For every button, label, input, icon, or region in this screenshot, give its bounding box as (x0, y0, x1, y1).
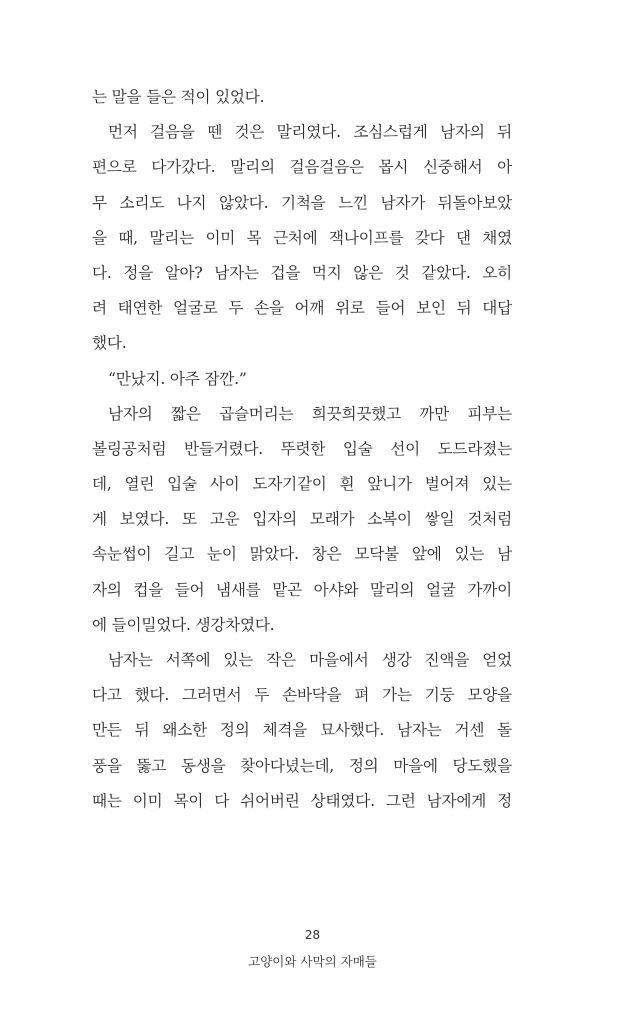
text-line: 다. 정을 알아? 남자는 겁을 먹지 않은 것 같았다. 오히 (92, 263, 512, 282)
text-line: 려 태연한 얼굴로 두 손을 어깨 위로 들어 보인 뒤 대답 (92, 299, 512, 318)
text-line: 는 말을 들은 적이 있었다. (92, 88, 265, 106)
dialogue-line: “만났지. 아주 잠깐.” (108, 369, 247, 388)
body-text (92, 80, 512, 819)
text-line: 풍을 뚫고 동생을 찾아다녔는데, 정의 마을에 당도했을 (92, 756, 512, 775)
text-line: 에 들이밀었다. 생강차였다. (92, 615, 275, 634)
text-line: 게 보였다. 또 고운 입자의 모래가 소복이 쌓일 것처럼 (92, 510, 512, 529)
text-line: 을 때, 말리는 이미 목 근처에 잭나이프를 갖다 댄 채였 (92, 228, 512, 247)
text-line: 데, 열린 입술 사이 도자기같이 흰 앞니가 벌어져 있는 (92, 475, 512, 494)
text-line: 자의 컵을 들어 냄새를 맡곤 아샤와 말리의 얼굴 가까이 (92, 580, 512, 599)
book-title-footer: 고양이와 사막의 자매들 (248, 954, 377, 969)
text-line: 했다. (92, 334, 127, 353)
text-line: 때는 이미 목이 다 쉬어버린 상태였다. 그런 남자에게 정 (92, 791, 512, 810)
text-line: 남자의 짧은 곱슬머리는 희끗희끗했고 까만 피부는 (108, 404, 512, 423)
text-line: 볼링공처럼 반들거렸다. 뚜렷한 입술 선이 도드라졌는 (92, 439, 512, 458)
text-line: 편으로 다가갔다. 말리의 걸음걸음은 몹시 신중해서 아 (92, 158, 512, 177)
text-line: 먼저 걸음을 뗀 것은 말리였다. 조심스럽게 남자의 뒤 (108, 123, 512, 142)
text-line: 남자는 서쪽에 있는 작은 마을에서 생강 진액을 얻었 (108, 651, 512, 669)
text-line: 다고 했다. 그러면서 두 손바닥을 펴 가는 기둥 모양을 (92, 686, 512, 705)
page-number: 28 (304, 928, 321, 942)
text-line: 만든 뒤 왜소한 정의 체격을 묘사했다. 남자는 거센 돌 (92, 721, 512, 740)
text-line: 무 소리도 나지 않았다. 기척을 느낀 남자가 뒤돌아보았 (92, 193, 512, 212)
text-line: 속눈썹이 길고 눈이 맑았다. 창은 모닥불 앞에 있는 남 (92, 545, 512, 564)
